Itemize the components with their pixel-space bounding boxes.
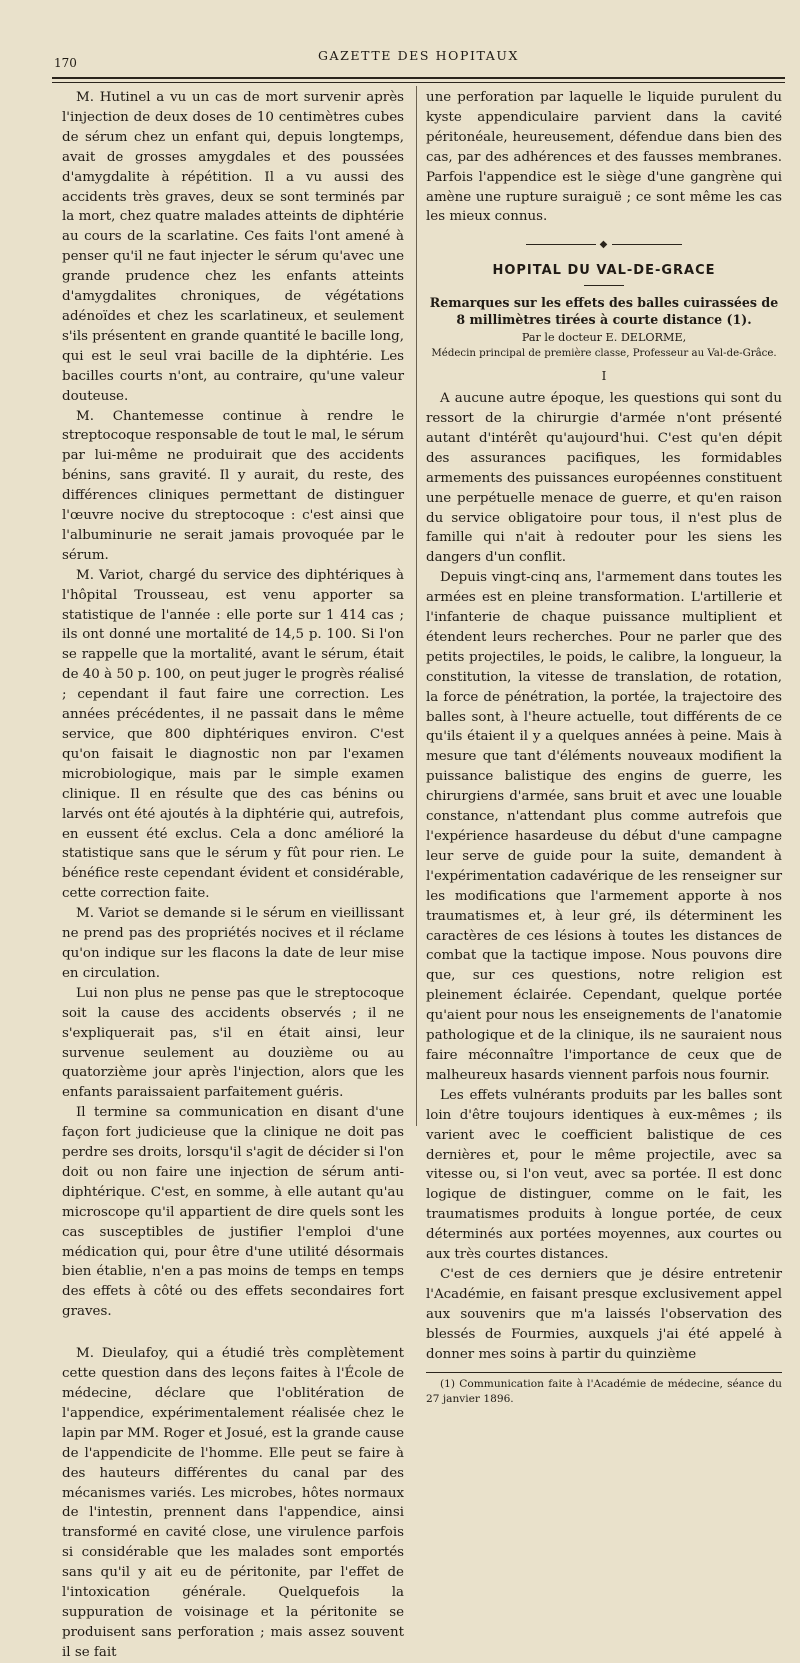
paragraph: M. Variot, chargé du service des diphtériques à l'hôpital Trousseau, est venu apporter sa statistique de l'année : elle porte sur 1 414 cas ; ils ont donné une mortalité de 14,5 p. 100. Si l'on se rappelle que la mortalité, avant le sérum, était de 40 à 50 p. 100, on peut juger le progrès réalisé ; cependant il faut faire une correction. Les années précédentes, il ne passait dans le même service, que 800 diphtériques environ. C'est qu'on faisait le diagnostic non par l'examen microbiologique, mais par le simple examen clinique. Il en résulte que des cas bénins ou larvés ont été ajoutés à la diphtérie qui, autrefois, en eussent été exclus. Cela a donc amélioré la statistique sans que le sérum y fût pour rien. Le bénéfice reste cependant évident et considérable, cette correction faite. <box>62 567 404 902</box>
paragraph: M. Chantemesse continue à rendre le streptocoque responsable de tout le mal, le sérum par lui-même ne produirait que des accidents bénins, sans gravité. Il y aurait, du reste, des différences cliniques permettant de distinguer l'œuvre nocive du streptocoque : c'est ainsi que l'albuminurie ne serait jamais provoquée par le sérum. <box>62 408 404 563</box>
byline: Par le docteur E. DELORME, <box>521 331 687 345</box>
paragraph: M. Hutinel a vu un cas de mort survenir après l'injection de deux doses de 10 centimètres cubes de sérum chez un enfant qui, depuis longtemps, avait de grosses amygdales et des poussées d'amygdalite à répétition. Il a vu aussi des accidents très graves, deux se sont terminés par la mort, chez quatre malades atteints de diphtérie au cours de la scarlatine. Ces faits l'ont amené à penser qu'il ne faut injecter le sérum qu'avec une grande prudence chez les enfants atteints d'amygdalites chroniques, de végétations adénoïdes et chez les scarlatineux, et seulement s'ils présentent en grande quantité le bacille long, qui est le seul vrai bacille de la diphtérie. Les bacilles courts n'ont, au contraire, qu'une valeur douteuse. <box>62 90 404 404</box>
header-rule-thin <box>52 82 785 83</box>
section-separator: ◆ <box>426 235 782 255</box>
paragraph: A aucune autre époque, les questions qui sont du ressort de la chirurgie d'armée n'ont présenté autant d'intérêt qu'aujourd'hui. C'est qu'en dépit des assurances pacifiques, les formidables armements des puissances européennes constituent une perpétuelle menace de guerre, et qu'en raison du service obligatoire pour tous, il n'est plus de famille qui n'ait à redouter pour les siens les dangers d'un conflit. <box>426 391 782 566</box>
short-rule <box>584 285 624 286</box>
paragraph: M. Dieulafoy, qui a étudié très complètement cette question dans des leçons faites à l'École de médecine, déclare que l'oblitération de l'appendice, expérimentalement réalisée chez le lapin par MM. Roger et Josué, est la grande cause de l'appendicite de l'homme. Elle peut se faire à des hauteurs différentes du canal par des mécanismes variés. Les microbes, hôtes normaux de l'intestin, prennent dans l'appendice, ainsi transformé en cavité close, une virulence parfois si considérable que les malades sont emportés sans qu'il y ait eu de péritonite, par l'effet de l'intoxication générale. Quelquefois la suppuration de voisinage et la péritonite se produisent sans perforation ; mais assez souvent il se fait <box>62 1346 404 1660</box>
paragraph: M. Variot se demande si le sérum en vieillissant ne prend pas des propriétés nocives et il réclame qu'on indique sur les flacons la date de leur mise en circulation. <box>62 906 404 981</box>
section-number: I <box>601 369 607 384</box>
page-number: 170 <box>54 56 77 70</box>
paragraph: Il termine sa communication en disant d'une façon fort judicieuse que la clinique ne doit pas perdre ses droits, lorsqu'il s'agit de décider si l'on doit ou non faire une injection de sérum anti-diphtérique. C'est, en somme, à elle autant qu'au microscope qu'il appartient de dire quels sont les cas susceptibles de justifier l'emploi d'une médication qui, pour être d'une utilité désormais bien établie, n'en a pas moins de temps en temps des effets à côté ou des effets secondaires fort graves. <box>62 1105 404 1320</box>
paragraph: Les effets vulnérants produits par les balles sont loin d'être toujours identiques à eux-mêmes ; ils varient avec le coefficient balistique de ces dernières et, pour le même projectile, avec sa vitesse ou, si l'on veut, avec sa portée. Il est donc logique de distinguer, comme on le fait, les traumatismes produits à longue portée, de ceux déterminés aux portées moyennes, aux courtes ou aux très courtes distances. <box>426 1087 782 1263</box>
column-divider <box>416 86 417 1126</box>
right-column <box>426 88 782 1407</box>
paragraph-continuation: une perforation par laquelle le liquide purulent du kyste appendiculaire parvient dans la cavité péritonéale, heureusement, défendue dans bien des cas, par des adhérences et des fausses membranes. Parfois l'appendice est le siège d'une gangrène qui amène une rupture suraiguë ; ce sont même les cas les mieux connus. <box>426 90 782 225</box>
footnote: (1) Communication faite à l'Académie de médecine, séance du 27 janvier 1896. <box>426 1378 782 1406</box>
header-rule <box>52 77 785 79</box>
page-header <box>52 44 785 74</box>
paragraph: Depuis vingt-cinq ans, l'armement dans toutes les armées est en pleine transformation. L'artillerie et l'infanterie de chaque puissance multiplient et étendent leurs recherches. Pour ne parler que des petits projectiles, le poids, le calibre, la longueur, la constitution, la vitesse de translation, de rotation, la force de pénétration, la portée, la trajectoire des balles sont, à l'heure actuelle, tout différents de ce qu'ils étaient il y a quelques années à peine. Mais à mesure que tant d'éléments nouveaux modifient la puissance balistique des engins de guerre, les chirurgiens d'armée, sans bruit et avec une louable constance, n'attendant plus comme autrefois que l'expérience hasardeuse du début d'une campagne leur serve de guide pour la suite, demandent à l'expérimentation cadavérique de les renseigner sur les modifications que l'armement apporte à nos traumatismes et, à leur gré, ils déterminent les caractères de ces lésions à toutes les distances de combat que la tactique impose. Nous pouvons dire que, sur ces questions, notre religion est pleinement éclairée. Cependant, quelque portée qu'aient pour nous les enseignements de l'anatomie pathologique et de la clinique, ils ne sauraient nous faire méconnaître l'importance de ceux que de malheureux hasards viennent parfois nous fournir. <box>426 570 782 1083</box>
footnote-rule <box>426 1372 782 1373</box>
paragraph: Lui non plus ne pense pas que le streptocoque soit la cause des accidents observés ; il ne s'expliquerait pas, s'il en était ainsi, leur survenue seulement au douzième ou au quatorzième jour après l'injection, alors que les enfants paraissaient parfaitement guéris. <box>62 985 404 1101</box>
article-title: Remarques sur les effets des balles cuirassées de 8 millimètres tirées à courte distance (1). <box>429 295 779 328</box>
section-title: HOPITAL DU VAL-DE-GRACE <box>492 263 716 279</box>
affiliation: Médecin principal de première classe, Professeur au Val-de-Grâce. <box>431 348 777 360</box>
left-column <box>62 88 404 1663</box>
journal-title: GAZETTE DES HOPITAUX <box>317 48 520 63</box>
paragraph: C'est de ces derniers que je désire entretenir l'Académie, en faisant presque exclusivement appel aux souvenirs que m'a laissés l'observation des blessés de Fourmies, auxquels j'ai été appelé à donner mes soins à partir du quinzième <box>426 1266 782 1362</box>
